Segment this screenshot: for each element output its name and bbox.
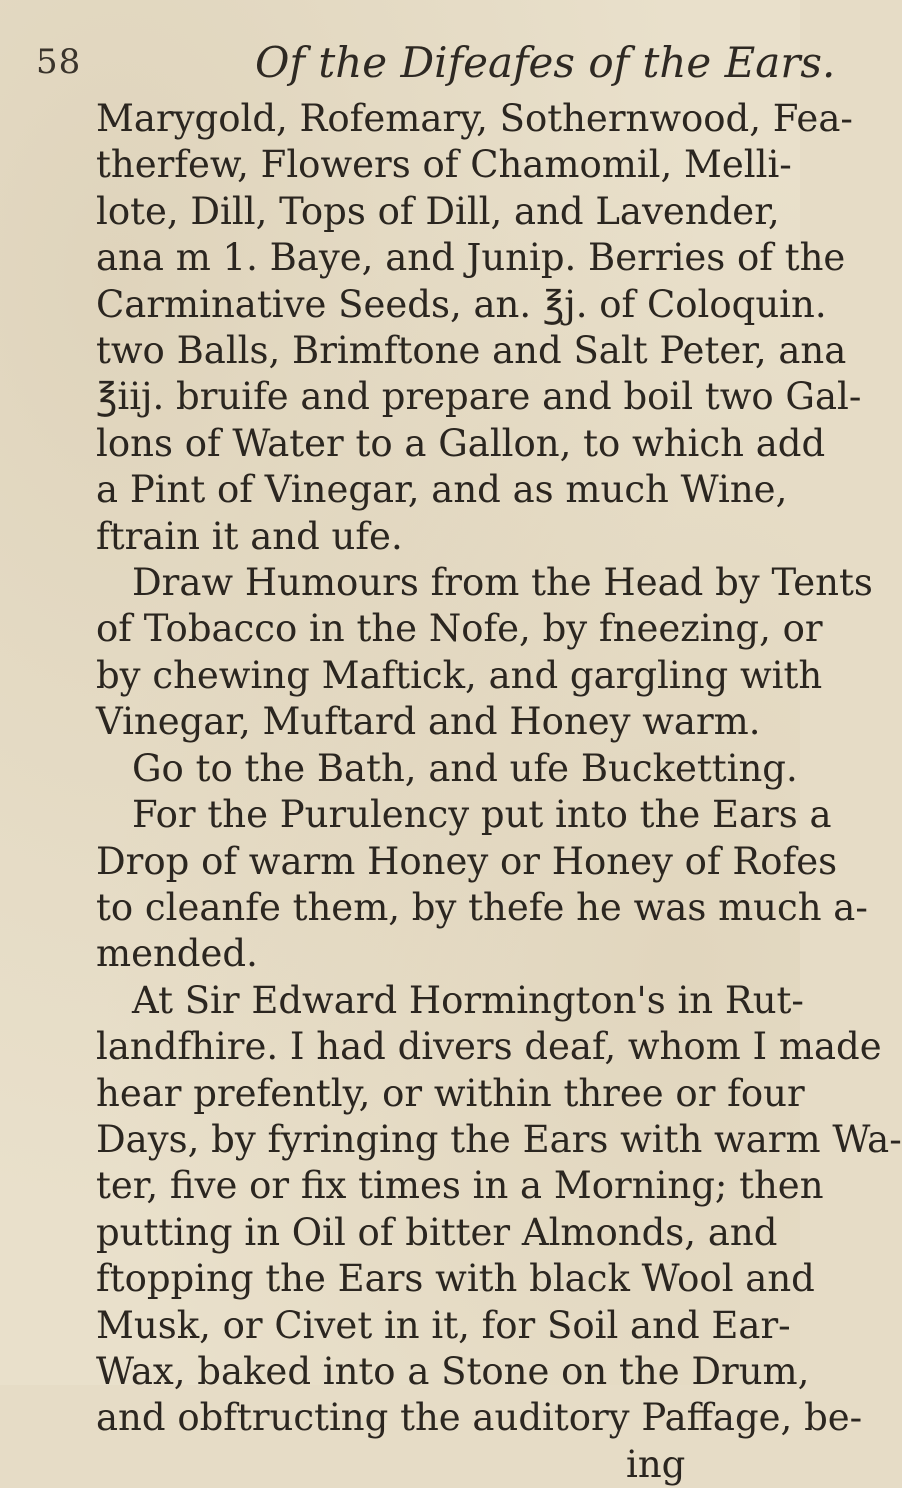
text-line: mended. [96, 932, 258, 976]
text-line: and obftructing the auditory Paffage, be- [96, 1396, 863, 1440]
catchword: ing [626, 1442, 686, 1486]
text-line: a Pint of Vinegar, and as much Wine, [96, 468, 788, 512]
text-line: hear prefently, or within three or four [96, 1071, 805, 1115]
paragraph-start-line: At Sir Edward Hormington's in Rut- [132, 978, 804, 1022]
text-line: therfew, Flowers of Chamomil, Melli- [96, 143, 792, 187]
text-line: ftrain it and ufe. [96, 514, 403, 558]
text-line: Carminative Seeds, an. ℥j. of Coloquin. [96, 282, 827, 326]
text-line: lons of Water to a Gallon, to which add [96, 421, 826, 465]
text-line: Drop of warm Honey or Honey of Rofes [96, 839, 838, 883]
text-line: Musk, or Civet in it, for Soil and Ear- [96, 1303, 791, 1347]
text-line: Days, by fyringing the Ears with warm Wa- [96, 1117, 902, 1161]
text-line: Vinegar, Muftard and Honey warm. [96, 700, 761, 744]
paragraph-start-line: For the Purulency put into the Ears a [132, 793, 832, 837]
text-line: putting in Oil of bitter Almonds, and [96, 1210, 778, 1254]
paragraph-start-line: Draw Humours from the Head by Tents [132, 561, 873, 605]
text-line: ℥iij. bruife and prepare and boil two Gal- [96, 375, 862, 419]
text-line: Marygold, Rofemary, Sothernwood, Fea- [96, 97, 853, 140]
text-line: ter, five or fix times in a Morning; then [96, 1164, 824, 1208]
running-head: Of the Difeafes of the Ears. [255, 38, 836, 87]
text-line: of Tobacco in the Nofe, by fneezing, or [96, 607, 823, 651]
text-line: ftopping the Ears with black Wool and [96, 1257, 815, 1301]
paragraph-start-line: Go to the Bath, and ufe Bucketting. [132, 746, 798, 790]
text-line: Wax, baked into a Stone on the Drum, [96, 1349, 810, 1393]
text-line: landfhire. I had divers deaf, whom I made [96, 1025, 882, 1069]
text-line: ana m 1. Baye, and Junip. Berries of the [96, 236, 846, 280]
body-text [96, 96, 902, 1488]
text-line: by chewing Maftick, and gargling with [96, 653, 823, 697]
page-number: 58 [36, 42, 82, 82]
text-line: two Balls, Brimftone and Salt Peter, ana [96, 329, 847, 373]
text-line: lote, Dill, Tops of Dill, and Lavender, [96, 189, 780, 233]
text-line: to cleanfe them, by thefe he was much a- [96, 885, 868, 929]
